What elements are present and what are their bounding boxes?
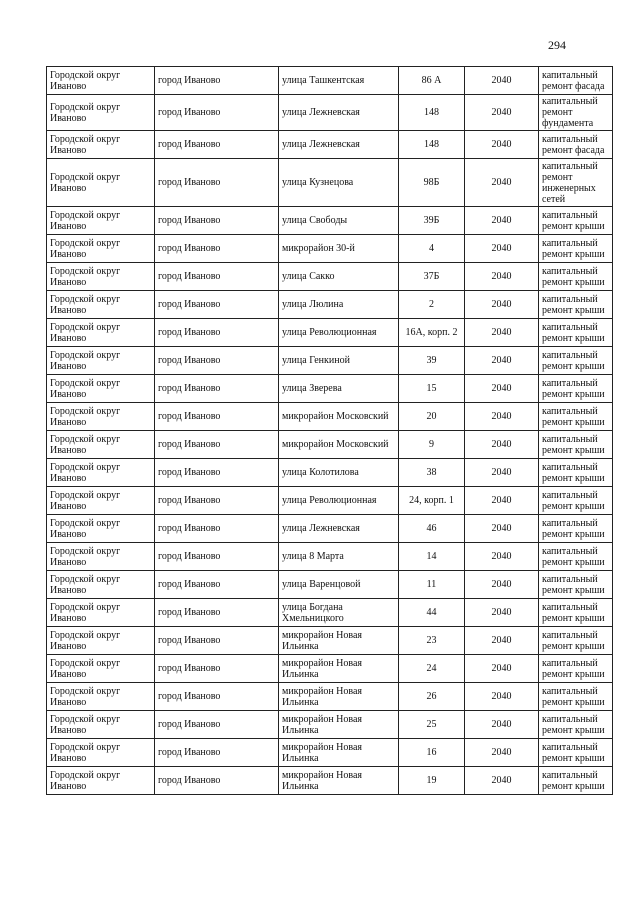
repair-schedule-table — [46, 66, 613, 795]
work-type-cell: капитальный ремонт крыши — [539, 655, 613, 683]
table-row — [47, 431, 613, 459]
work-type-cell: капитальный ремонт крыши — [539, 515, 613, 543]
table-row — [47, 459, 613, 487]
city-cell: город Иваново — [155, 291, 279, 319]
city-cell: город Иваново — [155, 571, 279, 599]
okrug-cell: Городской округ Иваново — [47, 431, 155, 459]
street-cell: микрорайон Новая Ильинка — [279, 683, 399, 711]
table-row — [47, 739, 613, 767]
street-cell: улица Богдана Хмельницкого — [279, 599, 399, 627]
page-number: 294 — [548, 38, 566, 52]
okrug-cell: Городской округ Иваново — [47, 159, 155, 207]
okrug-cell: Городской округ Иваново — [47, 291, 155, 319]
city-cell: город Иваново — [155, 459, 279, 487]
year-cell: 2040 — [465, 263, 539, 291]
year-cell: 2040 — [465, 375, 539, 403]
year-cell: 2040 — [465, 487, 539, 515]
house-cell: 23 — [399, 627, 465, 655]
okrug-cell: Городской округ Иваново — [47, 711, 155, 739]
house-cell: 19 — [399, 767, 465, 795]
house-cell: 16А, корп. 2 — [399, 319, 465, 347]
street-cell: улица Зверева — [279, 375, 399, 403]
table-row — [47, 543, 613, 571]
street-cell: микрорайон Новая Ильинка — [279, 711, 399, 739]
year-cell: 2040 — [465, 711, 539, 739]
city-cell: город Иваново — [155, 67, 279, 95]
okrug-cell: Городской округ Иваново — [47, 739, 155, 767]
table-row — [47, 571, 613, 599]
city-cell: город Иваново — [155, 515, 279, 543]
house-cell: 38 — [399, 459, 465, 487]
table-row — [47, 263, 613, 291]
street-cell: улица 8 Марта — [279, 543, 399, 571]
work-type-cell: капитальный ремонт крыши — [539, 431, 613, 459]
year-cell: 2040 — [465, 131, 539, 159]
work-type-cell: капитальный ремонт крыши — [539, 543, 613, 571]
year-cell: 2040 — [465, 67, 539, 95]
street-cell: микрорайон Московский — [279, 403, 399, 431]
city-cell: город Иваново — [155, 95, 279, 131]
house-cell: 24 — [399, 655, 465, 683]
table-row — [47, 159, 613, 207]
year-cell: 2040 — [465, 515, 539, 543]
okrug-cell: Городской округ Иваново — [47, 67, 155, 95]
work-type-cell: капитальный ремонт крыши — [539, 207, 613, 235]
table-row — [47, 95, 613, 131]
work-type-cell: капитальный ремонт крыши — [539, 375, 613, 403]
city-cell: город Иваново — [155, 487, 279, 515]
table-row — [47, 235, 613, 263]
okrug-cell: Городской округ Иваново — [47, 207, 155, 235]
work-type-cell: капитальный ремонт крыши — [539, 291, 613, 319]
house-cell: 39Б — [399, 207, 465, 235]
city-cell: город Иваново — [155, 375, 279, 403]
okrug-cell: Городской округ Иваново — [47, 487, 155, 515]
street-cell: микрорайон Новая Ильинка — [279, 767, 399, 795]
table-row — [47, 207, 613, 235]
table-row — [47, 711, 613, 739]
street-cell: микрорайон Новая Ильинка — [279, 655, 399, 683]
work-type-cell: капитальный ремонт фундамента — [539, 95, 613, 131]
year-cell: 2040 — [465, 95, 539, 131]
okrug-cell: Городской округ Иваново — [47, 235, 155, 263]
table-body — [47, 67, 613, 795]
street-cell: улица Варенцовой — [279, 571, 399, 599]
city-cell: город Иваново — [155, 683, 279, 711]
work-type-cell: капитальный ремонт крыши — [539, 459, 613, 487]
city-cell: город Иваново — [155, 347, 279, 375]
table-row — [47, 515, 613, 543]
year-cell: 2040 — [465, 543, 539, 571]
work-type-cell: капитальный ремонт инженерных сетей — [539, 159, 613, 207]
year-cell: 2040 — [465, 767, 539, 795]
house-cell: 11 — [399, 571, 465, 599]
house-cell: 16 — [399, 739, 465, 767]
house-cell: 46 — [399, 515, 465, 543]
city-cell: город Иваново — [155, 403, 279, 431]
house-cell: 37Б — [399, 263, 465, 291]
table-row — [47, 683, 613, 711]
year-cell: 2040 — [465, 739, 539, 767]
house-cell: 20 — [399, 403, 465, 431]
table-row — [47, 599, 613, 627]
street-cell: улица Лежневская — [279, 515, 399, 543]
house-cell: 4 — [399, 235, 465, 263]
okrug-cell: Городской округ Иваново — [47, 95, 155, 131]
street-cell: микрорайон Московский — [279, 431, 399, 459]
city-cell: город Иваново — [155, 627, 279, 655]
street-cell: улица Генкиной — [279, 347, 399, 375]
table-row — [47, 319, 613, 347]
city-cell: город Иваново — [155, 431, 279, 459]
table-row — [47, 487, 613, 515]
year-cell: 2040 — [465, 683, 539, 711]
work-type-cell: капитальный ремонт крыши — [539, 711, 613, 739]
year-cell: 2040 — [465, 347, 539, 375]
house-cell: 24, корп. 1 — [399, 487, 465, 515]
okrug-cell: Городской округ Иваново — [47, 263, 155, 291]
year-cell: 2040 — [465, 599, 539, 627]
work-type-cell: капитальный ремонт крыши — [539, 739, 613, 767]
street-cell: микрорайон 30-й — [279, 235, 399, 263]
street-cell: улица Ташкентская — [279, 67, 399, 95]
okrug-cell: Городской округ Иваново — [47, 515, 155, 543]
street-cell: улица Кузнецова — [279, 159, 399, 207]
table-row — [47, 655, 613, 683]
okrug-cell: Городской округ Иваново — [47, 131, 155, 159]
year-cell: 2040 — [465, 431, 539, 459]
street-cell: улица Лежневская — [279, 131, 399, 159]
house-cell: 2 — [399, 291, 465, 319]
okrug-cell: Городской округ Иваново — [47, 375, 155, 403]
year-cell: 2040 — [465, 235, 539, 263]
year-cell: 2040 — [465, 403, 539, 431]
house-cell: 39 — [399, 347, 465, 375]
house-cell: 86 А — [399, 67, 465, 95]
okrug-cell: Городской округ Иваново — [47, 767, 155, 795]
street-cell: микрорайон Новая Ильинка — [279, 739, 399, 767]
work-type-cell: капитальный ремонт крыши — [539, 767, 613, 795]
house-cell: 9 — [399, 431, 465, 459]
work-type-cell: капитальный ремонт крыши — [539, 347, 613, 375]
city-cell: город Иваново — [155, 767, 279, 795]
city-cell: город Иваново — [155, 235, 279, 263]
okrug-cell: Городской округ Иваново — [47, 459, 155, 487]
city-cell: город Иваново — [155, 655, 279, 683]
city-cell: город Иваново — [155, 543, 279, 571]
house-cell: 148 — [399, 131, 465, 159]
house-cell: 15 — [399, 375, 465, 403]
city-cell: город Иваново — [155, 599, 279, 627]
street-cell: улица Революционная — [279, 487, 399, 515]
city-cell: город Иваново — [155, 131, 279, 159]
house-cell: 44 — [399, 599, 465, 627]
work-type-cell: капитальный ремонт крыши — [539, 319, 613, 347]
street-cell: микрорайон Новая Ильинка — [279, 627, 399, 655]
table-row — [47, 131, 613, 159]
okrug-cell: Городской округ Иваново — [47, 655, 155, 683]
house-cell: 14 — [399, 543, 465, 571]
year-cell: 2040 — [465, 459, 539, 487]
street-cell: улица Свободы — [279, 207, 399, 235]
street-cell: улица Сакко — [279, 263, 399, 291]
work-type-cell: капитальный ремонт крыши — [539, 599, 613, 627]
city-cell: город Иваново — [155, 739, 279, 767]
city-cell: город Иваново — [155, 711, 279, 739]
okrug-cell: Городской округ Иваново — [47, 627, 155, 655]
city-cell: город Иваново — [155, 207, 279, 235]
work-type-cell: капитальный ремонт крыши — [539, 627, 613, 655]
year-cell: 2040 — [465, 571, 539, 599]
house-cell: 25 — [399, 711, 465, 739]
table-row — [47, 375, 613, 403]
year-cell: 2040 — [465, 319, 539, 347]
work-type-cell: капитальный ремонт фасада — [539, 67, 613, 95]
work-type-cell: капитальный ремонт крыши — [539, 403, 613, 431]
table-row — [47, 627, 613, 655]
year-cell: 2040 — [465, 207, 539, 235]
okrug-cell: Городской округ Иваново — [47, 403, 155, 431]
street-cell: улица Лежневская — [279, 95, 399, 131]
table-row — [47, 767, 613, 795]
table-row — [47, 403, 613, 431]
okrug-cell: Городской округ Иваново — [47, 683, 155, 711]
okrug-cell: Городской округ Иваново — [47, 543, 155, 571]
okrug-cell: Городской округ Иваново — [47, 347, 155, 375]
year-cell: 2040 — [465, 291, 539, 319]
okrug-cell: Городской округ Иваново — [47, 599, 155, 627]
work-type-cell: капитальный ремонт крыши — [539, 263, 613, 291]
table-row — [47, 291, 613, 319]
year-cell: 2040 — [465, 655, 539, 683]
street-cell: улица Люлина — [279, 291, 399, 319]
table-row — [47, 67, 613, 95]
work-type-cell: капитальный ремонт крыши — [539, 487, 613, 515]
house-cell: 98Б — [399, 159, 465, 207]
city-cell: город Иваново — [155, 319, 279, 347]
work-type-cell: капитальный ремонт крыши — [539, 683, 613, 711]
house-cell: 26 — [399, 683, 465, 711]
year-cell: 2040 — [465, 627, 539, 655]
street-cell: улица Революционная — [279, 319, 399, 347]
okrug-cell: Городской округ Иваново — [47, 571, 155, 599]
work-type-cell: капитальный ремонт фасада — [539, 131, 613, 159]
year-cell: 2040 — [465, 159, 539, 207]
okrug-cell: Городской округ Иваново — [47, 319, 155, 347]
city-cell: город Иваново — [155, 263, 279, 291]
house-cell: 148 — [399, 95, 465, 131]
street-cell: улица Колотилова — [279, 459, 399, 487]
work-type-cell: капитальный ремонт крыши — [539, 571, 613, 599]
work-type-cell: капитальный ремонт крыши — [539, 235, 613, 263]
city-cell: город Иваново — [155, 159, 279, 207]
table-row — [47, 347, 613, 375]
